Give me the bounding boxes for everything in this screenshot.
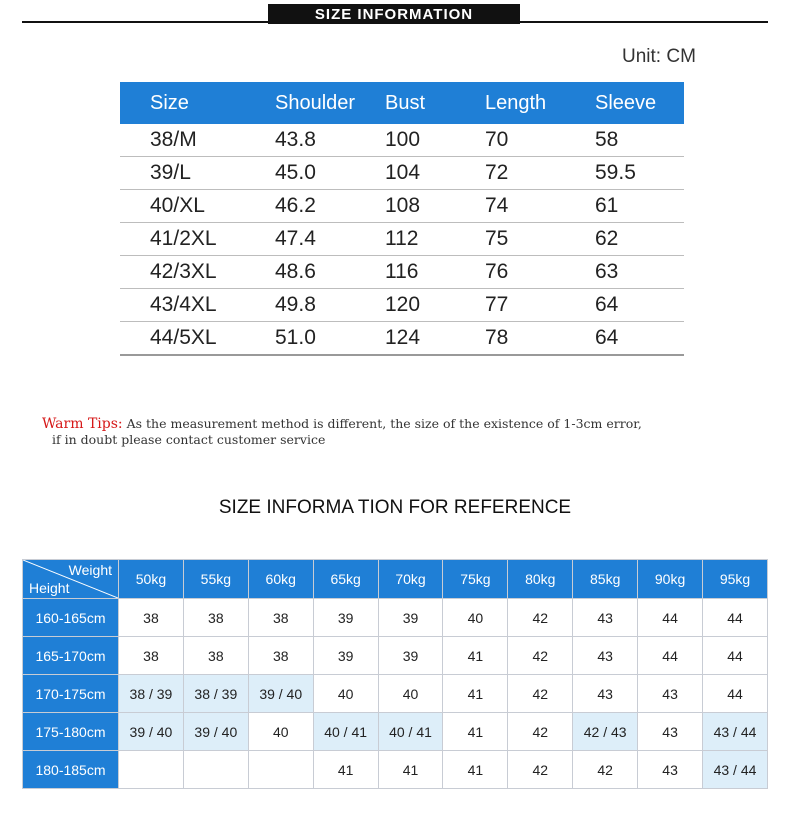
reference-size-cell: 41 [443, 675, 508, 713]
size-chart-row [120, 124, 684, 157]
size-chart-cell: 104 [385, 157, 485, 190]
height-header: 160-165cm [23, 599, 119, 637]
reference-size-cell: 39 / 40 [248, 675, 313, 713]
reference-size-cell: 40 / 41 [313, 713, 378, 751]
weight-header-70kg: 70kg [378, 560, 443, 599]
weight-header-55kg: 55kg [183, 560, 248, 599]
reference-size-cell: 39 [313, 637, 378, 675]
size-chart-cell: 43/4XL [120, 289, 275, 322]
size-chart-cell: 76 [485, 256, 595, 289]
size-chart-row [120, 322, 684, 356]
reference-row [23, 713, 768, 751]
warm-tips-label: Warm Tips: [42, 416, 123, 432]
size-chart-cell: 38/M [120, 124, 275, 157]
size-chart-cell: 116 [385, 256, 485, 289]
reference-size-cell [248, 751, 313, 789]
corner-height-label: Height [29, 580, 70, 596]
reference-row [23, 637, 768, 675]
size-chart-row [120, 223, 684, 256]
reference-size-cell: 43 [638, 751, 703, 789]
size-chart-cell: 124 [385, 322, 485, 356]
reference-size-cell: 43 [573, 637, 638, 675]
size-chart-row [120, 256, 684, 289]
reference-size-cell: 43 [573, 675, 638, 713]
reference-size-cell: 44 [703, 637, 768, 675]
reference-size-cell: 39 [378, 599, 443, 637]
reference-size-cell: 42 [508, 751, 573, 789]
size-chart-cell: 63 [595, 256, 684, 289]
reference-size-cell: 43 / 44 [703, 713, 768, 751]
column-header-size: Size [120, 82, 275, 124]
reference-size-cell: 38 / 39 [183, 675, 248, 713]
reference-size-cell: 38 [119, 599, 184, 637]
size-chart-cell: 48.6 [275, 256, 385, 289]
size-chart-cell: 45.0 [275, 157, 385, 190]
reference-size-cell: 38 [248, 637, 313, 675]
size-chart-cell: 72 [485, 157, 595, 190]
size-chart-cell: 74 [485, 190, 595, 223]
height-header: 180-185cm [23, 751, 119, 789]
weight-header-80kg: 80kg [508, 560, 573, 599]
size-chart-cell: 75 [485, 223, 595, 256]
reference-size-cell: 42 [508, 713, 573, 751]
size-chart-cell: 112 [385, 223, 485, 256]
size-chart-cell: 120 [385, 289, 485, 322]
height-header: 165-170cm [23, 637, 119, 675]
size-chart-row [120, 289, 684, 322]
reference-size-cell: 39 / 40 [183, 713, 248, 751]
reference-row [23, 675, 768, 713]
column-header-shoulder: Shoulder [275, 82, 385, 124]
reference-row [23, 599, 768, 637]
reference-size-cell: 41 [313, 751, 378, 789]
size-chart-cell: 77 [485, 289, 595, 322]
weight-header-90kg: 90kg [638, 560, 703, 599]
reference-size-cell: 40 [248, 713, 313, 751]
size-chart-cell: 70 [485, 124, 595, 157]
reference-header-row [23, 560, 768, 599]
size-chart-cell: 43.8 [275, 124, 385, 157]
reference-size-cell: 44 [703, 675, 768, 713]
reference-size-cell: 38 [183, 599, 248, 637]
corner-weight-label: Weight [68, 562, 112, 578]
reference-size-cell: 41 [443, 751, 508, 789]
size-chart-cell: 61 [595, 190, 684, 223]
size-chart-cell: 47.4 [275, 223, 385, 256]
weight-header-50kg: 50kg [119, 560, 184, 599]
size-chart-table [120, 82, 684, 356]
reference-size-cell: 38 [248, 599, 313, 637]
column-header-bust: Bust [385, 82, 485, 124]
reference-size-cell: 43 [573, 599, 638, 637]
height-header: 170-175cm [23, 675, 119, 713]
reference-size-cell: 41 [443, 713, 508, 751]
reference-size-cell: 43 / 44 [703, 751, 768, 789]
size-chart-cell: 59.5 [595, 157, 684, 190]
reference-size-cell: 43 [638, 713, 703, 751]
height-header: 175-180cm [23, 713, 119, 751]
reference-size-cell: 40 / 41 [378, 713, 443, 751]
reference-size-cell: 42 [508, 637, 573, 675]
size-chart-header-row [120, 82, 684, 124]
reference-size-cell: 42 / 43 [573, 713, 638, 751]
reference-size-cell: 42 [508, 675, 573, 713]
size-chart-cell: 44/5XL [120, 322, 275, 356]
warm-tips-line2: if in doubt please contact customer service [52, 432, 326, 447]
reference-size-cell: 38 / 39 [119, 675, 184, 713]
size-chart-row [120, 157, 684, 190]
size-chart-cell: 42/3XL [120, 256, 275, 289]
reference-size-cell: 39 [313, 599, 378, 637]
reference-row [23, 751, 768, 789]
reference-size-cell: 40 [443, 599, 508, 637]
size-chart-cell: 64 [595, 289, 684, 322]
size-chart-cell: 49.8 [275, 289, 385, 322]
reference-size-cell: 41 [378, 751, 443, 789]
weight-header-95kg: 95kg [703, 560, 768, 599]
reference-size-cell: 44 [638, 637, 703, 675]
reference-title: SIZE INFORMA TION FOR REFERENCE [218, 497, 572, 518]
reference-size-cell: 43 [638, 675, 703, 713]
reference-size-cell: 44 [703, 599, 768, 637]
weight-header-75kg: 75kg [443, 560, 508, 599]
reference-size-cell: 40 [378, 675, 443, 713]
weight-height-corner-cell [23, 560, 119, 599]
column-header-sleeve: Sleeve [595, 82, 684, 124]
size-chart-cell: 58 [595, 124, 684, 157]
reference-size-cell: 42 [508, 599, 573, 637]
size-chart-cell: 39/L [120, 157, 275, 190]
reference-size-table [22, 559, 768, 789]
section-title: SIZE INFORMATION [268, 4, 520, 24]
size-chart-cell: 64 [595, 322, 684, 356]
size-chart-row [120, 190, 684, 223]
reference-size-cell: 44 [638, 599, 703, 637]
reference-size-cell: 38 [119, 637, 184, 675]
size-chart-cell: 62 [595, 223, 684, 256]
reference-size-cell: 39 [378, 637, 443, 675]
size-chart-cell: 51.0 [275, 322, 385, 356]
size-chart-cell: 41/2XL [120, 223, 275, 256]
weight-header-85kg: 85kg [573, 560, 638, 599]
reference-size-cell [183, 751, 248, 789]
size-chart-cell: 78 [485, 322, 595, 356]
warm-tips [42, 416, 787, 447]
reference-size-cell: 42 [573, 751, 638, 789]
size-chart-cell: 100 [385, 124, 485, 157]
weight-header-65kg: 65kg [313, 560, 378, 599]
column-header-length: Length [485, 82, 595, 124]
reference-size-cell: 39 / 40 [119, 713, 184, 751]
reference-size-cell: 40 [313, 675, 378, 713]
reference-size-cell: 38 [183, 637, 248, 675]
size-chart-cell: 108 [385, 190, 485, 223]
warm-tips-line1: As the measurement method is different, the size of the existence of 1-3cm error, [126, 416, 642, 431]
size-chart-cell: 40/XL [120, 190, 275, 223]
weight-header-60kg: 60kg [248, 560, 313, 599]
size-chart-cell: 46.2 [275, 190, 385, 223]
reference-size-cell: 41 [443, 637, 508, 675]
unit-label: Unit: CM [622, 46, 696, 67]
reference-size-cell [119, 751, 184, 789]
